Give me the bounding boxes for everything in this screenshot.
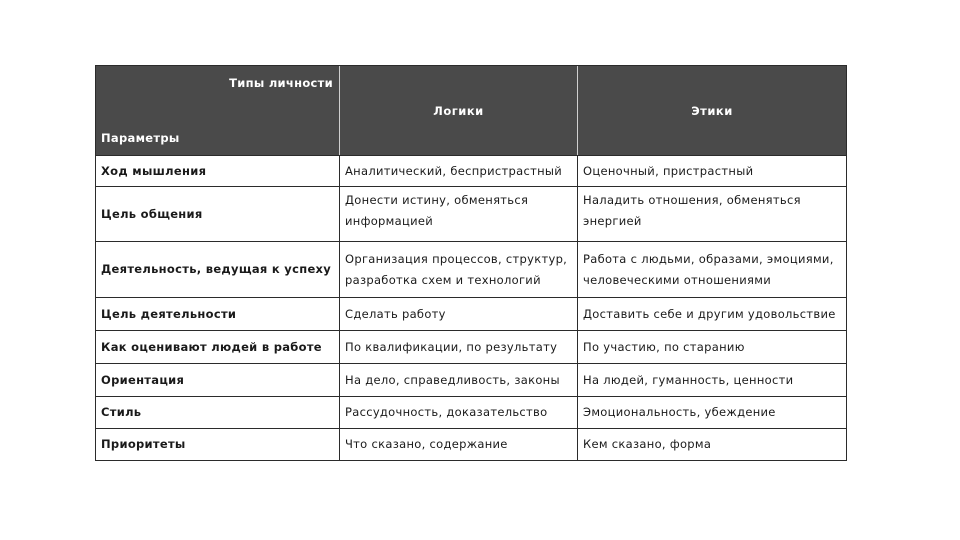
table-header <box>96 66 846 155</box>
logic-cell: Организация процессов, структур, разработка схем и технологий <box>340 242 578 297</box>
logic-cell: По квалификации, по результату <box>340 331 578 363</box>
comparison-table <box>95 65 847 461</box>
param-cell: Ход мышления <box>96 156 340 186</box>
logic-cell: Что сказано, содержание <box>340 429 578 460</box>
table-row <box>96 186 846 241</box>
ethic-cell: По участию, по старанию <box>583 339 745 354</box>
ethic-column-header: Этики <box>691 103 733 118</box>
table-row <box>96 363 846 396</box>
ethic-cell: Оценочный, пристрастный <box>583 163 754 178</box>
param-cell: Цель деятельности <box>96 298 340 330</box>
types-label: Типы личности <box>229 76 333 90</box>
ethic-cell: На людей, гуманность, ценности <box>583 372 794 387</box>
ethic-cell: Доставить себе и другим удовольствие <box>583 306 836 321</box>
table-row <box>96 330 846 363</box>
logic-cell: Сделать работу <box>340 298 578 330</box>
table-row <box>96 241 846 297</box>
ethic-cell: Кем сказано, форма <box>583 437 712 451</box>
table-row <box>96 297 846 330</box>
param-cell: Ориентация <box>96 364 340 396</box>
params-label: Параметры <box>101 131 180 145</box>
param-cell: Стиль <box>96 397 340 428</box>
logic-cell: Рассудочность, доказательство <box>340 397 578 428</box>
logic-column-header: Логики <box>340 66 578 155</box>
param-cell: Деятельность, ведущая к успеху <box>96 242 340 297</box>
logic-cell: На дело, справедливость, законы <box>340 364 578 396</box>
table-row <box>96 155 846 186</box>
param-cell: Цель общения <box>96 187 340 241</box>
ethic-cell: Эмоциональность, убеждение <box>583 405 776 419</box>
table-row <box>96 428 846 460</box>
ethic-cell: Наладить отношения, обменяться энергией <box>583 193 801 228</box>
logic-cell: Аналитический, беспристрастный <box>340 156 578 186</box>
logic-cell: Донести истину, обменяться информацией <box>340 187 578 241</box>
param-cell: Приоритеты <box>96 429 340 460</box>
table-row <box>96 396 846 428</box>
ethic-cell: Работа с людьми, образами, эмоциями, человеческими отношениями <box>583 251 834 287</box>
header-corner-cell <box>96 66 340 155</box>
param-cell: Как оценивают людей в работе <box>96 331 340 363</box>
